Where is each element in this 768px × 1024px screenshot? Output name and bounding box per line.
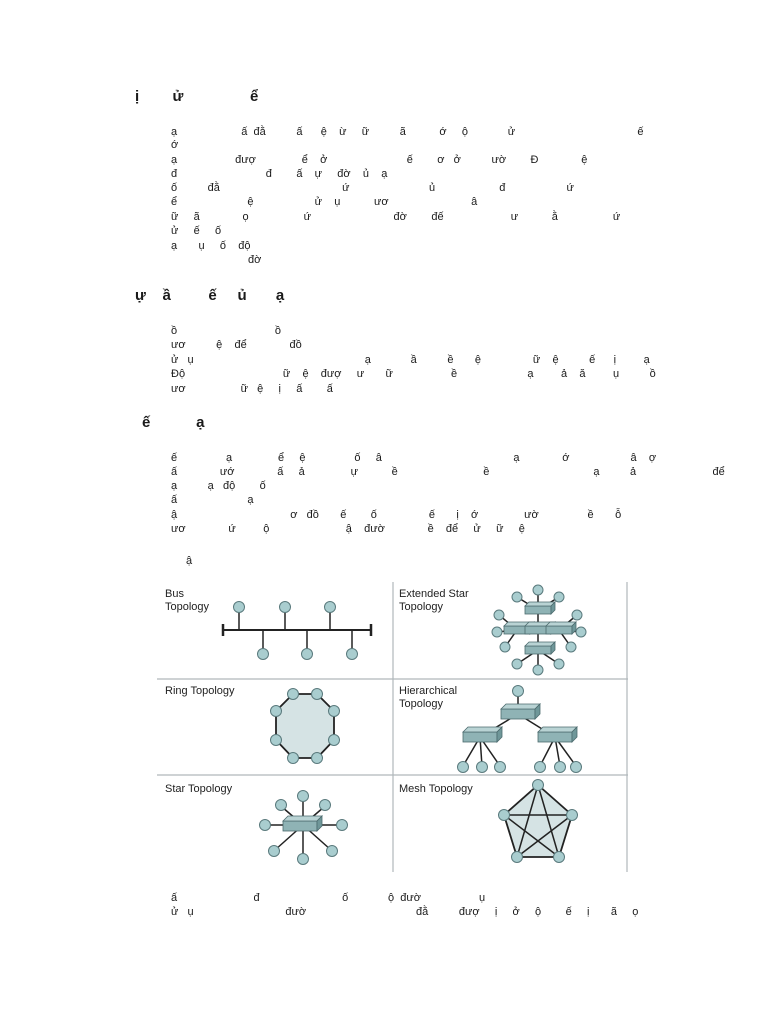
section-3-line: ế ạ ể ệ ố â ạ ớ â ợ	[171, 452, 657, 464]
section-3-line: ạ ạ độ ố	[171, 480, 266, 492]
footer-line: ử ụ đườ đằ đượ ị ở ộ ế ị ã ọ	[171, 906, 639, 918]
panel-title-star: Star Topology	[165, 783, 233, 795]
panel-title-bus: Bus	[165, 588, 184, 600]
hierarchical-topology-diagram	[458, 686, 582, 773]
section-1-line: ể ệ ử ụ ươ â	[171, 196, 478, 208]
topology-figure	[157, 582, 628, 872]
section-3-line: ậ ơ đồ ế ố ế ị ớ ườ ề ỗ	[171, 509, 622, 521]
extended-star-topology-diagram	[492, 585, 586, 675]
star-topology-diagram	[260, 791, 348, 865]
section-2-heading: ự ầ ế ủ ạ	[135, 287, 285, 304]
bus-topology-diagram	[223, 602, 371, 660]
section-3-line: ấ ướ ấ ả ự ề ề ạ ả để	[171, 466, 725, 478]
section-1-line: ạ ấ đằ ấ ệ ừ ữ ã ớ ộ ử ế	[171, 126, 644, 138]
section-1-line: ử ế ố	[171, 225, 222, 237]
section-3-line: ấ ạ	[171, 494, 254, 506]
section-1-line: đ đ ấ ự đờ ủ ạ	[171, 168, 388, 180]
section-2-line: ồ ồ	[171, 325, 282, 337]
ring-topology-diagram	[271, 689, 340, 764]
figure-label: ậ	[186, 555, 193, 567]
panel-title-hierarchical: Hierarchical	[399, 685, 458, 697]
section-1-line: ữ ã ọ ứ đờ đế ư ằ ứ	[171, 211, 621, 223]
panel-title-extended-star-2: Topology	[399, 601, 444, 613]
section-1-line: ớ	[171, 139, 179, 151]
panel-title-bus-2: Topology	[165, 601, 210, 613]
section-3-line: ươ ứ ộ ậ đườ ề để ử ữ ệ	[171, 523, 525, 535]
panel-title-hierarchical-2: Topology	[399, 698, 444, 710]
panel-title-ring: Ring Topology	[165, 685, 235, 697]
section-1-line: đờ	[248, 254, 262, 266]
section-3-heading: ế ạ	[142, 414, 205, 431]
mesh-topology-diagram	[499, 780, 578, 863]
section-2-line: ươ ệ để đồ	[171, 339, 302, 351]
section-1-line: ố đằ ứ ủ đ ứ	[171, 182, 574, 194]
panel-title-extended-star: Extended Star	[399, 588, 469, 600]
section-1-line: ạ ụ ố độ	[171, 240, 251, 252]
section-2-line: ươ ữ ệ ị ấ ấ	[171, 383, 333, 395]
section-1-heading: ị ử ể	[135, 88, 259, 105]
footer-line: ấ đ ố ộ đườ ụ	[171, 892, 486, 904]
section-1-line: ạ đượ ể ở ế ơ ở ườ Đ ệ	[171, 154, 588, 166]
section-2-line: Độ ữ ệ đượ ư ữ ề ạ ả ă ụ ồ	[171, 368, 656, 380]
section-2-line: ử ụ ạ ầ ề ệ ữ ệ ế ị ạ	[171, 354, 650, 366]
panel-title-mesh: Mesh Topology	[399, 783, 473, 795]
